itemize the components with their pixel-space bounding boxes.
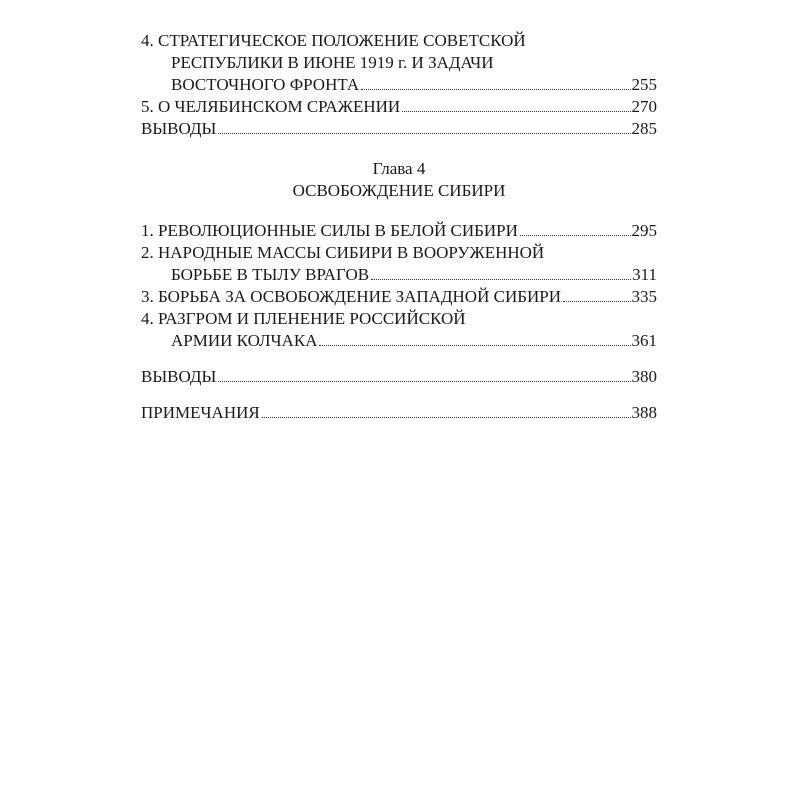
toc-entry-line: 2. НАРОДНЫЕ МАССЫ СИБИРИ В ВООРУЖЕННОЙ bbox=[141, 243, 545, 262]
toc-entry-title: ВЫВОДЫ bbox=[141, 367, 217, 386]
toc-entry-line: РЕСПУБЛИКИ В ИЮНЕ 1919 г. И ЗАДАЧИ bbox=[171, 53, 494, 72]
toc-entry-title: БОРЬБЕ В ТЫЛУ ВРАГОВ bbox=[171, 265, 370, 284]
toc-page-number: 285 bbox=[631, 119, 657, 138]
toc-page-number: 295 bbox=[631, 221, 657, 240]
toc-entry-title: ВЫВОДЫ bbox=[141, 119, 217, 138]
toc-entry-strategic-position bbox=[141, 30, 657, 96]
toc-entry-title: 5. О ЧЕЛЯБИНСКОМ СРАЖЕНИИ bbox=[141, 97, 401, 116]
toc-page-number: 335 bbox=[631, 287, 657, 306]
dot-leader bbox=[319, 345, 630, 346]
toc-page-number: 380 bbox=[631, 367, 657, 386]
toc-entry-title: АРМИИ КОЛЧАКА bbox=[171, 331, 318, 350]
toc-entry-last-line bbox=[141, 402, 657, 424]
toc-entry-title: ПРИМЕЧАНИЯ bbox=[141, 403, 260, 422]
toc-entry-revolutionary-forces bbox=[141, 220, 657, 242]
dot-leader bbox=[371, 279, 631, 280]
toc-entry-title: 1. РЕВОЛЮЦИОННЫЕ СИЛЫ В БЕЛОЙ СИБИРИ bbox=[141, 221, 518, 240]
toc-entry-last-line bbox=[141, 264, 657, 286]
toc-page-number: 311 bbox=[632, 265, 657, 284]
chapter-number: Глава 4 bbox=[372, 159, 426, 178]
toc-page-number: 270 bbox=[631, 97, 657, 116]
toc-entry-title: ВОСТОЧНОГО ФРОНТА bbox=[171, 75, 360, 94]
toc-page-number: 361 bbox=[631, 331, 657, 350]
dot-leader bbox=[218, 381, 630, 382]
dot-leader bbox=[402, 111, 630, 112]
toc-entry-notes bbox=[141, 402, 657, 424]
toc-entry-last-line bbox=[141, 330, 657, 352]
toc-entry-people-masses bbox=[141, 242, 657, 286]
toc-entry-western-siberia bbox=[141, 286, 657, 308]
dot-leader bbox=[563, 301, 631, 302]
toc-entry-kolchak-army bbox=[141, 308, 657, 352]
dot-leader bbox=[520, 235, 631, 236]
toc-entry-line: 4. РАЗГРОМ И ПЛЕНЕНИЕ РОССИЙСКОЙ bbox=[141, 309, 466, 328]
toc-entry-last-line bbox=[141, 286, 657, 308]
table-of-contents bbox=[141, 30, 657, 424]
toc-entry-chelyabinsk bbox=[141, 96, 657, 118]
toc-entry-line: 4. СТРАТЕГИЧЕСКОЕ ПОЛОЖЕНИЕ СОВЕТСКОЙ bbox=[141, 31, 526, 50]
toc-entry-last-line bbox=[141, 118, 657, 140]
dot-leader bbox=[262, 417, 631, 418]
toc-entry-conclusions bbox=[141, 366, 657, 388]
toc-page-number: 388 bbox=[631, 403, 657, 422]
chapter-title: ОСВОБОЖДЕНИЕ СИБИРИ bbox=[292, 181, 506, 200]
toc-entry-conclusions-top bbox=[141, 118, 657, 140]
toc-entry-last-line bbox=[141, 74, 657, 96]
dot-leader bbox=[218, 133, 630, 134]
toc-entry-last-line bbox=[141, 220, 657, 242]
toc-entry-last-line bbox=[141, 366, 657, 388]
toc-entry-title: 3. БОРЬБА ЗА ОСВОБОЖДЕНИЕ ЗАПАДНОЙ СИБИРИ bbox=[141, 287, 561, 306]
toc-entry-last-line bbox=[141, 96, 657, 118]
toc-page-number: 255 bbox=[631, 75, 657, 94]
dot-leader bbox=[361, 89, 630, 90]
